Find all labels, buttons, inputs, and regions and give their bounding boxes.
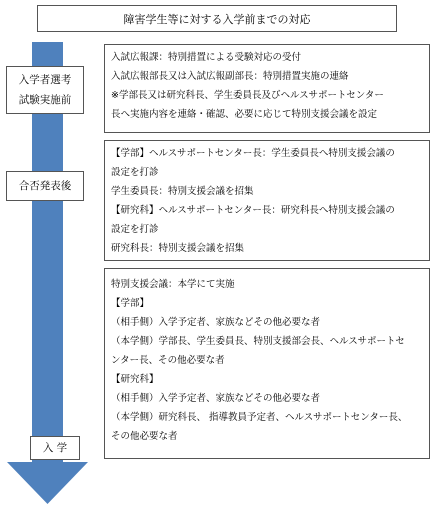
panel-line: 長へ実施内容を連絡・確認、必要に応じて特別支援会議を設定 <box>111 109 378 120</box>
panel-line: 設定を打診 <box>111 167 159 178</box>
panel-line: 入試広報課：特別措置による受験対応の受付 <box>111 52 302 63</box>
panel-line: 【学部】 <box>111 298 150 309</box>
panel-line: 【研究科】 <box>111 374 159 385</box>
stage-results: 合否発表後 <box>6 171 84 201</box>
panel-line: （相手側）入学予定者、家族などその他必要な者 <box>111 317 321 328</box>
panel-line: 設定を打診 <box>111 224 159 235</box>
panel-line: ンター長、その他必要な者 <box>111 355 225 366</box>
panel-line: ※学部長又は研究科長、学生委員長及びヘルスサポートセンター <box>111 90 384 101</box>
panel-line: （相手側）入学予定者、家族などその他必要な者 <box>111 393 321 404</box>
panel-line: （本学側）研究科長、 指導教員予定者、ヘルスサポートセンター長、 <box>111 412 408 423</box>
panel-line: その他必要な者 <box>111 431 178 442</box>
panel-line: 特別支援会議：本学にて実施 <box>111 279 235 290</box>
panel-line: 【研究科】ヘルスサポートセンター長：研究科長へ特別支援会議の <box>111 205 395 216</box>
panel-results <box>104 140 430 261</box>
stage-enrollment: 入 学 <box>30 436 80 460</box>
panel-enrollment <box>104 268 430 459</box>
stage-before-exam-line-2: 試験実施前 <box>18 94 72 106</box>
panel-line: 研究科長：特別支援会議を招集 <box>111 243 245 254</box>
panel-line: 【学部】ヘルスサポートセンター長：学生委員長へ特別支援会議の <box>111 148 395 159</box>
stage-before-exam-line-1: 入学者選考 <box>18 74 72 86</box>
page-title: 障害学生等に対する入学前までの対応 <box>37 5 397 32</box>
panel-before-exam <box>104 44 430 133</box>
stage-before-exam <box>6 66 84 114</box>
panel-line: 入試広報部長又は入試広報副部長：特別措置実施の連絡 <box>111 71 349 82</box>
panel-line: 学生委員長：特別支援会議を招集 <box>111 186 254 197</box>
panel-line: （本学側）学部長、学生委員長、特別支援部会長、ヘルスサポートセ <box>111 336 405 347</box>
